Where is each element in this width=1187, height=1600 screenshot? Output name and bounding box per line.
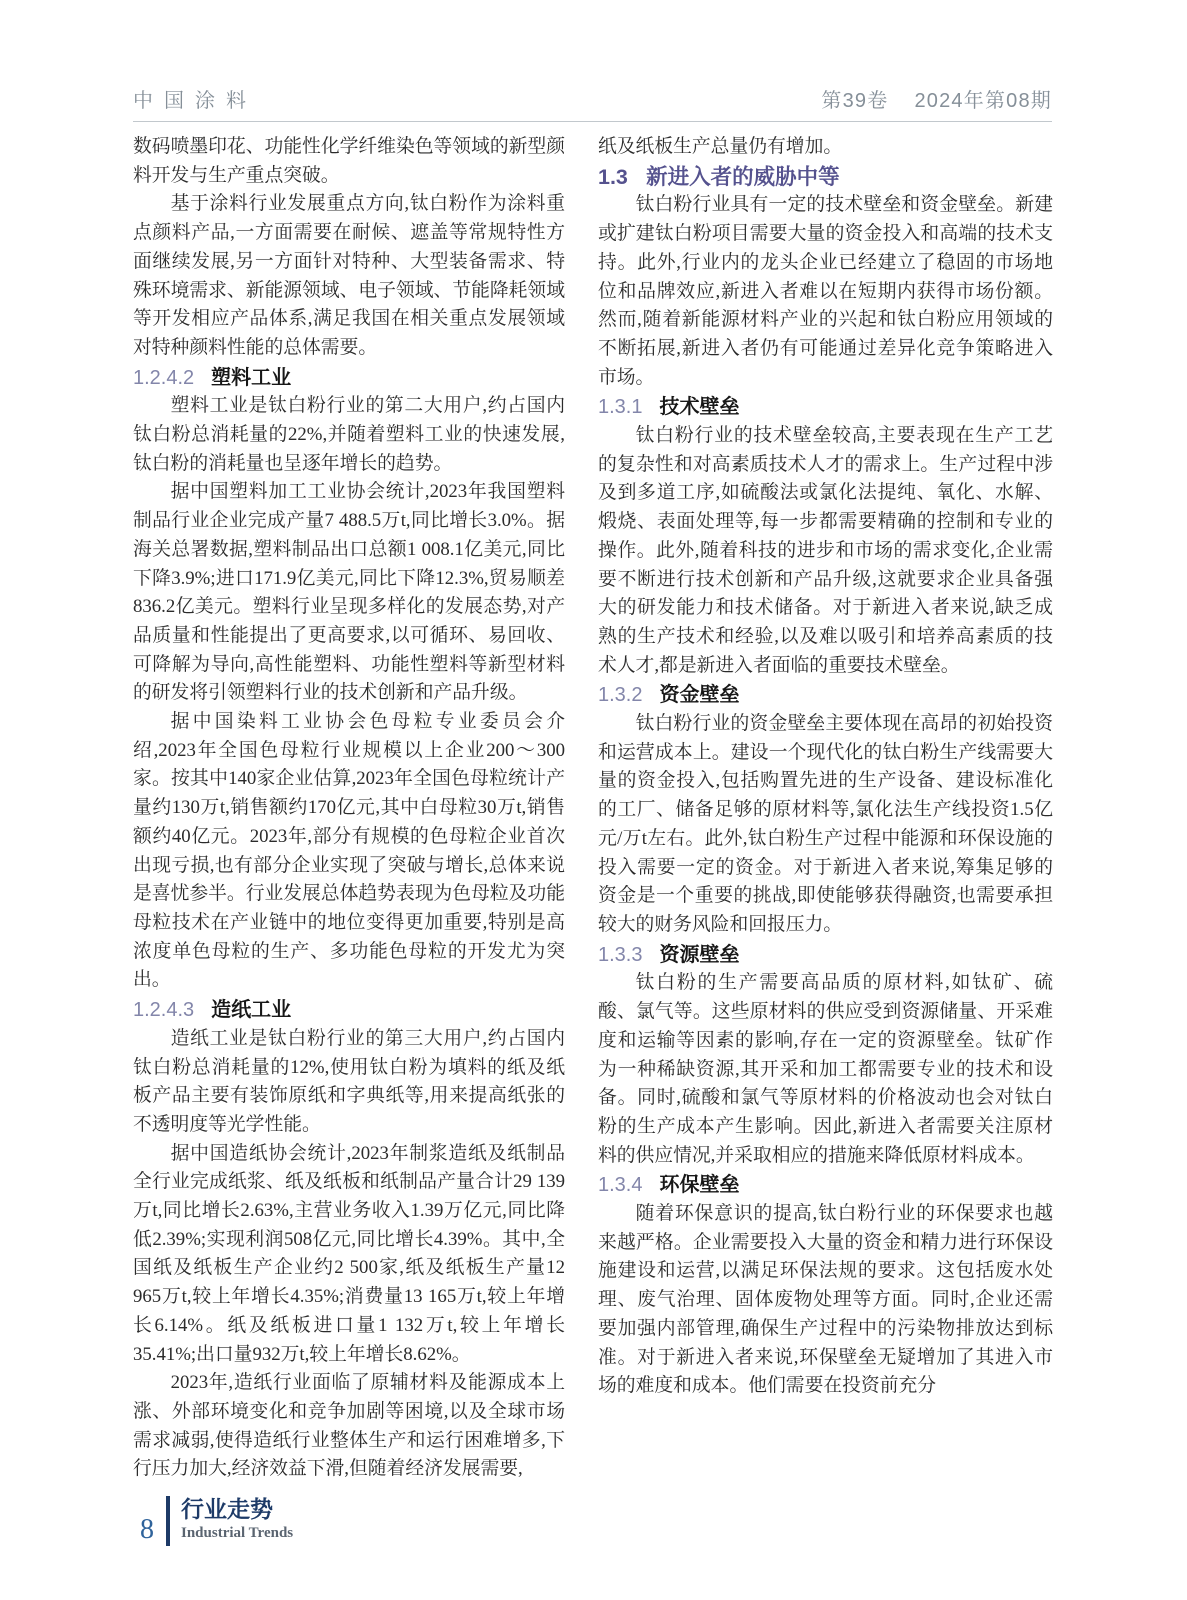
section-number: 1.2.4.3 [133,999,195,1022]
section-heading [598,681,1053,710]
section-heading [598,393,1053,422]
section-number: 1.2.4.2 [133,366,195,389]
footer-section [181,1496,293,1546]
paragraph: 数码喷墨印花、功能性化学纤维染色等领域的新型颜料开发与生产重点突破。 [133,136,565,186]
paragraph: 据中国染料工业协会色母粒专业委员会介绍,2023年全国色母粒行业规模以上企业200～300家。按其中140家企业估算,2023年全国色母粒统计产量约130万t,销售额约170亿元,其中白母粒30万t,销售额约40亿元。2023年,部分有规模的色母粒企业首次出现亏损,也有部分企业实现了突破与增长,总体来说是喜忧参半。行业发展总体趋势表现为色母粒及功能母粒技术在产业链中的地位变得更加重要,特别是高浓度单色母粒的生产、多功能色母粒的开发尤为突出。 [133,711,565,991]
section-title: 资源壁垒 [659,943,740,966]
footer-divider-bar [166,1496,170,1546]
section-title: 造纸工业 [211,999,292,1022]
text-column-right [598,133,1053,1484]
section-number: 1.3.2 [598,684,643,707]
section-title: 资金壁垒 [659,684,740,707]
section-title: 环保壁垒 [659,1174,740,1197]
section-title: 技术壁垒 [659,396,740,419]
section-number: 1.3.3 [598,943,643,966]
paragraph: 纸及纸板生产总量仍有增加。 [598,136,843,157]
paragraph: 2023年,造纸行业面临了原辅材料及能源成本上涨、外部环境变化和竞争加剧等困境,以及全球市场需求减弱,使得造纸行业整体生产和运行困难增多,下行压力加大,经济效益下滑,但随着经济发展需要, [133,1372,565,1480]
paragraph: 随着环保意识的提高,钛白粉行业的环保要求也越来越严格。企业需要投入大量的资金和精力进行环保设施建设和运营,以满足环保法规的要求。这包括废水处理、废气治理、固体废物处理等方面。同时,企业还需要加强内部管理,确保生产过程中的污染物排放达到标准。对于新进入者来说,环保壁垒无疑增加了其进入市场的难度和成本。他们需要在投资前充分 [598,1203,1053,1397]
text-column-left [133,133,565,1484]
issue-number: 2024年第08期 [914,90,1052,112]
section-heading [598,163,1053,192]
section-heading [133,364,565,393]
paragraph: 基于涂料行业发展重点方向,钛白粉作为涂料重点颜料产品,一方面需要在耐候、遮盖等常规特性方面继续发展,另一方面针对特种、大型装备需求、特殊环境需求、新能源领域、电子领域、节能降耗领域等开发相应产品体系,满足我国在相关重点发展领域对特种颜料性能的总体需要。 [133,193,565,358]
paragraph: 造纸工业是钛白粉行业的第三大用户,约占国内钛白粉总消耗量的12%,使用钛白粉为填料的纸及纸板产品主要有装饰原纸和字典纸等,用来提高纸张的不透明度等光学性能。 [133,1027,565,1135]
section-heading [598,1171,1053,1200]
issue-info [821,84,1052,113]
section-heading [598,941,1053,970]
paragraph: 据中国造纸协会统计,2023年制浆造纸及纸制品全行业完成纸浆、纸及纸板和纸制品产量合计29 139万t,同比增长2.63%,主营业务收入1.39万亿元,同比降低2.39%;实现利润508亿元,同比增长4.39%。其中,全国纸及纸板生产企业约2 500家,纸及纸板生产量12 965万t,较上年增长4.35%;消费量13 165万t,较上年增长6.14%。纸及纸板进口量1 132万t,较上年增长35.41%;出口量932万t,较上年增长8.62%。 [133,1142,565,1365]
footer-section-subtitle: Industrial Trends [181,1525,294,1541]
paragraph: 钛白粉行业的技术壁垒较高,主要表现在生产工艺的复杂性和对高素质技术人才的需求上。生产过程中涉及到多道工序,如硫酸法或氯化法提纯、氧化、水解、煅烧、表面处理等,每一步都需要精确的控制和专业的操作。此外,随着科技的进步和市场的需求变化,企业需要不断进行技术创新和产品升级,这就要求企业具备强大的研发能力和技术储备。对于新进入者来说,缺乏成熟的生产技术和经验,以及难以吸引和培养高素质的技术人才,都是新进入者面临的重要技术壁垒。 [598,425,1053,676]
paragraph: 钛白粉的生产需要高品质的原材料,如钛矿、硫酸、氯气等。这些原材料的供应受到资源储量、开采难度和运输等因素的影响,存在一定的资源壁垒。钛矿作为一种稀缺资源,其开采和加工都需要专业的技术和设备。同时,硫酸和氯气等原材料的价格波动也会对钛白粉的生产成本产生影响。因此,新进入者需要关注原材料的供应情况,并采取相应的措施来降低原材料成本。 [598,972,1053,1166]
page-footer [140,1496,293,1546]
paragraph: 塑料工业是钛白粉行业的第二大用户,约占国内钛白粉总消耗量的22%,并随着塑料工业的快速发展,钛白粉的消耗量也呈逐年增长的趋势。 [133,395,565,474]
section-number: 1.3.4 [598,1174,643,1197]
issue-volume: 第39卷 [821,90,889,112]
section-title: 新进入者的威胁中等 [646,164,840,189]
footer-section-title: 行业走势 [181,1496,273,1522]
article-body [133,133,1053,1484]
journal-title: 中国涂料 [133,90,257,112]
running-head [133,84,1052,122]
section-number: 1.3 [598,164,628,189]
paragraph: 据中国塑料加工工业协会统计,2023年我国塑料制品行业企业完成产量7 488.5万t,同比增长3.0%。据海关总署数据,塑料制品出口总额1 008.1亿美元,同比下降3.9%;进口171.9亿美元,同比下降12.3%,贸易顺差836.2亿美元。塑料行业呈现多样化的发展态势,对产品质量和性能提出了更高要求,以可循环、易回收、可降解为导向,高性能塑料、功能性塑料等新型材料的研发将引领塑料行业的技术创新和产品升级。 [133,481,565,704]
paragraph: 钛白粉行业的资金壁垒主要体现在高昂的初始投资和运营成本上。建设一个现代化的钛白粉生产线需要大量的资金投入,包括购置先进的生产设备、建设标准化的工厂、储备足够的原材料等,氯化法生产线投资1.5亿元/万t左右。此外,钛白粉生产过程中能源和环保设施的投入需要一定的资金。对于新进入者来说,筹集足够的资金是一个重要的挑战,即使能够获得融资,也需要承担较大的财务风险和回报压力。 [598,713,1053,935]
section-title: 塑料工业 [211,366,292,389]
section-number: 1.3.1 [598,396,643,419]
page-number: 8 [140,1514,154,1545]
paragraph: 钛白粉行业具有一定的技术壁垒和资金壁垒。新建或扩建钛白粉项目需要大量的资金投入和高端的技术支持。此外,行业内的龙头企业已经建立了稳固的市场地位和品牌效应,新进入者难以在短期内获得市场份额。然而,随着新能源材料产业的兴起和钛白粉应用领域的不断拓展,新进入者仍有可能通过差异化竞争策略进入市场。 [598,194,1053,388]
section-heading [133,996,565,1025]
